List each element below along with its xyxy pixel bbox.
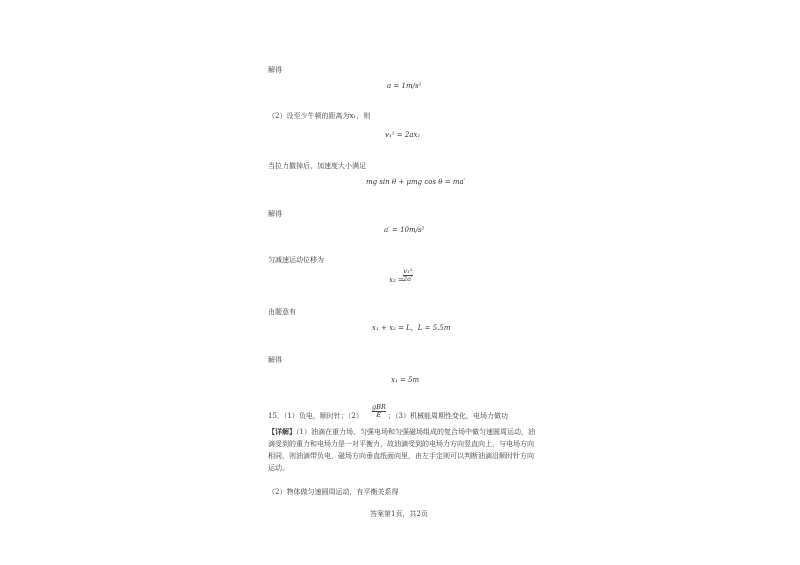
equation-x2-fraction (403, 268, 413, 283)
equation-acceleration: a = 1m/s² (387, 82, 422, 90)
equation-deceleration: a′ = 10m/s² (384, 226, 425, 234)
solve-label-1: 解得 (268, 66, 282, 74)
equation-x2-lhs: x₂ = (389, 276, 404, 284)
equation-length-sum: x₁ + x₂ = L，L = 5.5m (372, 324, 451, 332)
solve-label-3: 解得 (268, 356, 282, 364)
page-footer: 答案第1页，共2页 (370, 510, 428, 518)
after-force-text: 当拉力撤掉后，加速度大小满足 (268, 162, 366, 170)
q15-prefix: 15．（1）负电，顺时针；（2） (268, 412, 363, 420)
condition-text: 由题意有 (268, 308, 296, 316)
equation-x1: x₁ = 5m (391, 376, 420, 384)
q15-numerator: gBR (372, 403, 386, 411)
q15-denominator: E (376, 411, 382, 419)
analysis-tag: 【详解】 (268, 427, 296, 436)
analysis-paragraph (268, 426, 536, 474)
x2-denominator: 2a′ (403, 275, 413, 283)
q15-fraction (372, 404, 386, 419)
deceleration-text: 匀减速运动位移为 (268, 256, 324, 264)
solve-label-2: 解得 (268, 210, 282, 218)
analysis-body: （1）油滴在重力场、匀强电场和匀强磁场组成的复合场中做匀速圆周运动，油滴受到的重力和电场力是一对平衡力，故油滴受到的电场力方向竖直向上，与电场方向相同，则油滴带负电，磁场方向垂直纸面向里，由左手定则可以判断油滴沿顺时针方向运动。 (268, 428, 535, 472)
x2-numerator: v₁² (403, 267, 413, 275)
q15-suffix: ；（3）机械能周期性变化，电场力做功 (388, 412, 508, 420)
equation-velocity: v₁² = 2ax₁ (385, 131, 421, 139)
part2-intro: （2）设至少牛顿的距离为x₁，则 (268, 112, 371, 120)
part2-body: （2）物体做匀速圆周运动，有平衡关系得 (268, 488, 399, 496)
equation-force-balance: mg sin θ + μmg cos θ = ma′ (366, 178, 466, 186)
